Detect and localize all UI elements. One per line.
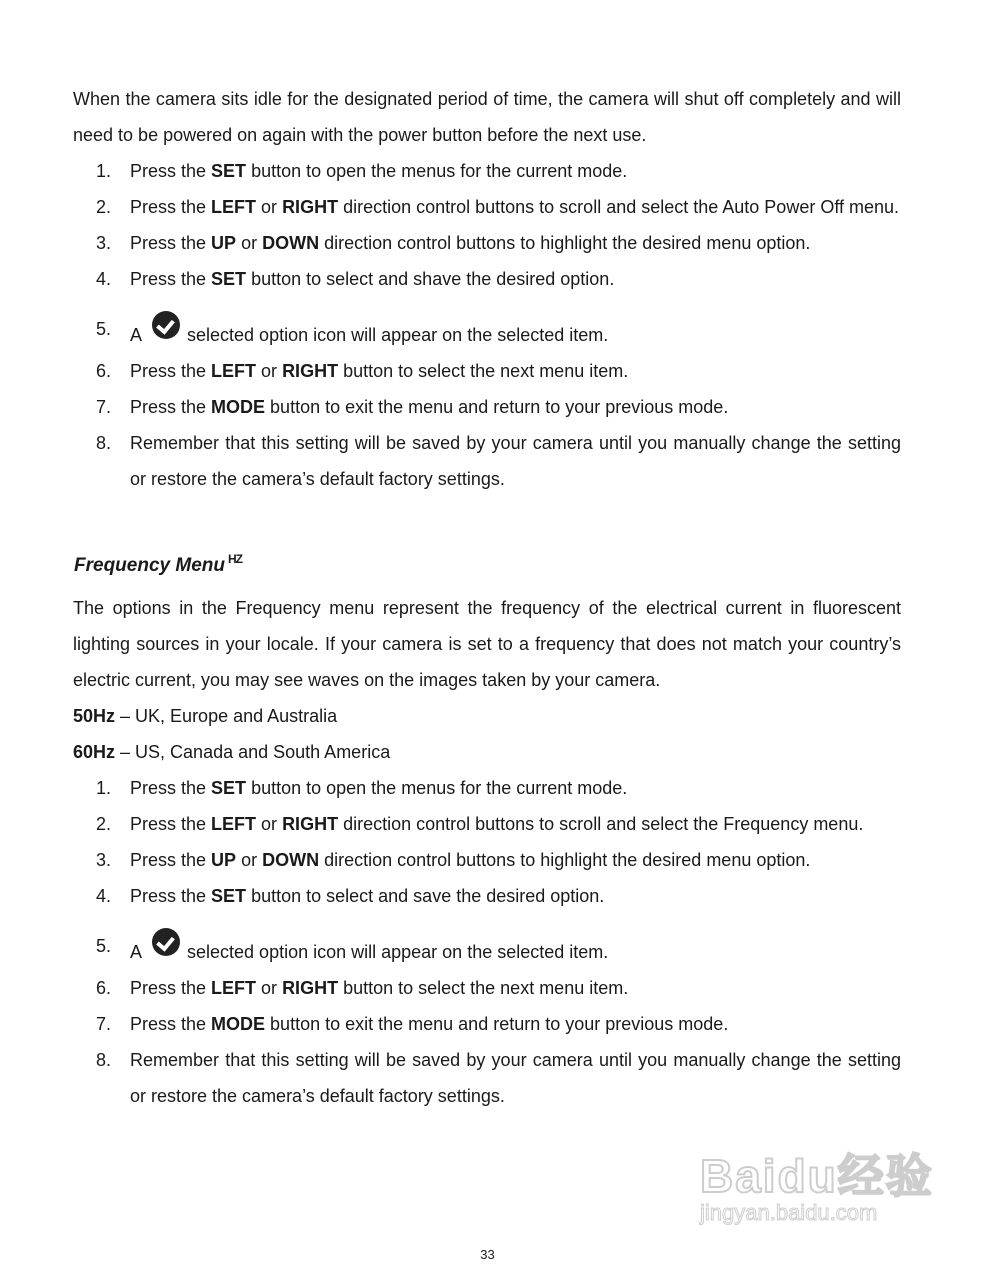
check-circle-icon bbox=[152, 928, 180, 956]
option-60hz-label: 60Hz bbox=[73, 742, 116, 762]
baidu-watermark bbox=[700, 1140, 940, 1240]
list-number: 4. bbox=[96, 886, 112, 906]
button-name: SET bbox=[211, 778, 247, 798]
check-circle-icon bbox=[152, 311, 180, 339]
option-50hz-label: 50Hz bbox=[73, 706, 116, 726]
list-number: 3. bbox=[96, 233, 112, 253]
list-item bbox=[73, 425, 901, 497]
button-name: RIGHT bbox=[282, 361, 339, 381]
step-text: Press the bbox=[130, 269, 212, 289]
list-item bbox=[73, 770, 901, 806]
step-text: button to select the next menu item. bbox=[338, 361, 629, 381]
step-text: button to exit the menu and return to your previous mode. bbox=[265, 1014, 729, 1034]
step-text: selected option icon will appear on the selected item. bbox=[187, 325, 609, 345]
button-name: SET bbox=[211, 269, 247, 289]
button-name: MODE bbox=[211, 397, 266, 417]
option-60hz-text: – US, Canada and South America bbox=[115, 742, 391, 762]
step-text: button to open the menus for the current mode. bbox=[246, 778, 628, 798]
auto-power-off-steps bbox=[73, 153, 901, 497]
step-text: or bbox=[256, 361, 283, 381]
step-text: button to exit the menu and return to your previous mode. bbox=[265, 397, 729, 417]
list-item bbox=[73, 353, 901, 389]
step-text: Press the bbox=[130, 886, 212, 906]
section-heading bbox=[74, 541, 901, 584]
step-text: Remember that this setting will be saved by your camera until you manually change the setting or restore the camera’s default factory settings. bbox=[130, 1050, 901, 1106]
section-title: Frequency Menu bbox=[74, 555, 225, 576]
document-page bbox=[73, 81, 901, 1114]
list-item bbox=[73, 153, 901, 189]
button-name: RIGHT bbox=[282, 197, 339, 217]
step-text: Press the bbox=[130, 233, 212, 253]
frequency-hz-icon: HZ bbox=[227, 552, 242, 566]
list-number: 7. bbox=[96, 397, 112, 417]
button-name: LEFT bbox=[211, 361, 257, 381]
step-text: Press the bbox=[130, 361, 212, 381]
step-text: Remember that this setting will be saved by your camera until you manually change the setting or restore the camera’s default factory settings. bbox=[130, 433, 901, 489]
list-item bbox=[73, 1006, 901, 1042]
step-text: or bbox=[256, 197, 283, 217]
step-text: or bbox=[256, 978, 283, 998]
option-50hz bbox=[73, 698, 901, 734]
list-item bbox=[73, 225, 901, 261]
step-text: or bbox=[236, 850, 263, 870]
list-number: 3. bbox=[96, 850, 112, 870]
intro-paragraph: When the camera sits idle for the designated period of time, the camera will shut off completely and will need to be powered on again with the power button before the next use. bbox=[73, 89, 901, 145]
step-text: direction control buttons to highlight the desired menu option. bbox=[319, 233, 811, 253]
button-name: LEFT bbox=[211, 978, 257, 998]
step-text: Press the bbox=[130, 161, 212, 181]
list-item bbox=[73, 842, 901, 878]
step-text: or bbox=[256, 814, 283, 834]
button-name: DOWN bbox=[262, 850, 320, 870]
list-item bbox=[73, 1042, 901, 1114]
button-name: LEFT bbox=[211, 197, 257, 217]
step-text: Press the bbox=[130, 397, 212, 417]
list-number: 1. bbox=[96, 161, 112, 181]
step-text: Press the bbox=[130, 197, 212, 217]
page-number: 33 bbox=[480, 1247, 495, 1262]
list-number: 8. bbox=[96, 1050, 112, 1070]
step-text: button to select and save the desired option. bbox=[246, 886, 605, 906]
list-item bbox=[73, 261, 901, 297]
list-number: 8. bbox=[96, 433, 112, 453]
button-name: UP bbox=[211, 233, 237, 253]
step-text: button to open the menus for the current mode. bbox=[246, 161, 628, 181]
watermark-brand: Baidu经验 bbox=[700, 1150, 934, 1202]
list-number: 2. bbox=[96, 814, 112, 834]
step-text: Press the bbox=[130, 814, 212, 834]
step-text: button to select and shave the desired option. bbox=[246, 269, 615, 289]
list-item bbox=[73, 189, 901, 225]
step-text: direction control buttons to scroll and select the Frequency menu. bbox=[338, 814, 864, 834]
step-text: or bbox=[236, 233, 263, 253]
list-item bbox=[73, 311, 901, 353]
list-item bbox=[73, 970, 901, 1006]
list-number: 4. bbox=[96, 269, 112, 289]
list-number: 5. bbox=[96, 936, 112, 956]
list-item bbox=[73, 878, 901, 914]
button-name: SET bbox=[211, 886, 247, 906]
watermark-url: jingyan.baidu.com bbox=[700, 1200, 878, 1225]
button-name: LEFT bbox=[211, 814, 257, 834]
step-text: selected option icon will appear on the selected item. bbox=[187, 942, 609, 962]
list-number: 6. bbox=[96, 978, 112, 998]
option-50hz-text: – UK, Europe and Australia bbox=[115, 706, 338, 726]
button-name: RIGHT bbox=[282, 814, 339, 834]
list-item bbox=[73, 389, 901, 425]
step-text: Press the bbox=[130, 850, 212, 870]
list-number: 5. bbox=[96, 319, 112, 339]
step-text: Press the bbox=[130, 1014, 212, 1034]
step-text: button to select the next menu item. bbox=[338, 978, 629, 998]
list-number: 2. bbox=[96, 197, 112, 217]
step-text: direction control buttons to scroll and select the Auto Power Off menu. bbox=[338, 197, 900, 217]
step-text: Press the bbox=[130, 778, 212, 798]
list-number: 7. bbox=[96, 1014, 112, 1034]
button-name: UP bbox=[211, 850, 237, 870]
list-item bbox=[73, 806, 901, 842]
button-name: MODE bbox=[211, 1014, 266, 1034]
step-text: A bbox=[130, 325, 143, 345]
step-text: Press the bbox=[130, 978, 212, 998]
button-name: DOWN bbox=[262, 233, 320, 253]
frequency-description: The options in the Frequency menu represent the frequency of the electrical current in fluorescent lighting sources in your locale. If your camera is set to a frequency that does not match your country’s electric current, you may see waves on the images taken by your camera. bbox=[73, 598, 901, 690]
step-text: A bbox=[130, 942, 143, 962]
button-name: RIGHT bbox=[282, 978, 339, 998]
button-name: SET bbox=[211, 161, 247, 181]
step-text: direction control buttons to highlight the desired menu option. bbox=[319, 850, 811, 870]
list-number: 1. bbox=[96, 778, 112, 798]
list-number: 6. bbox=[96, 361, 112, 381]
option-60hz bbox=[73, 734, 901, 770]
list-item bbox=[73, 928, 901, 970]
frequency-steps bbox=[73, 770, 901, 1114]
